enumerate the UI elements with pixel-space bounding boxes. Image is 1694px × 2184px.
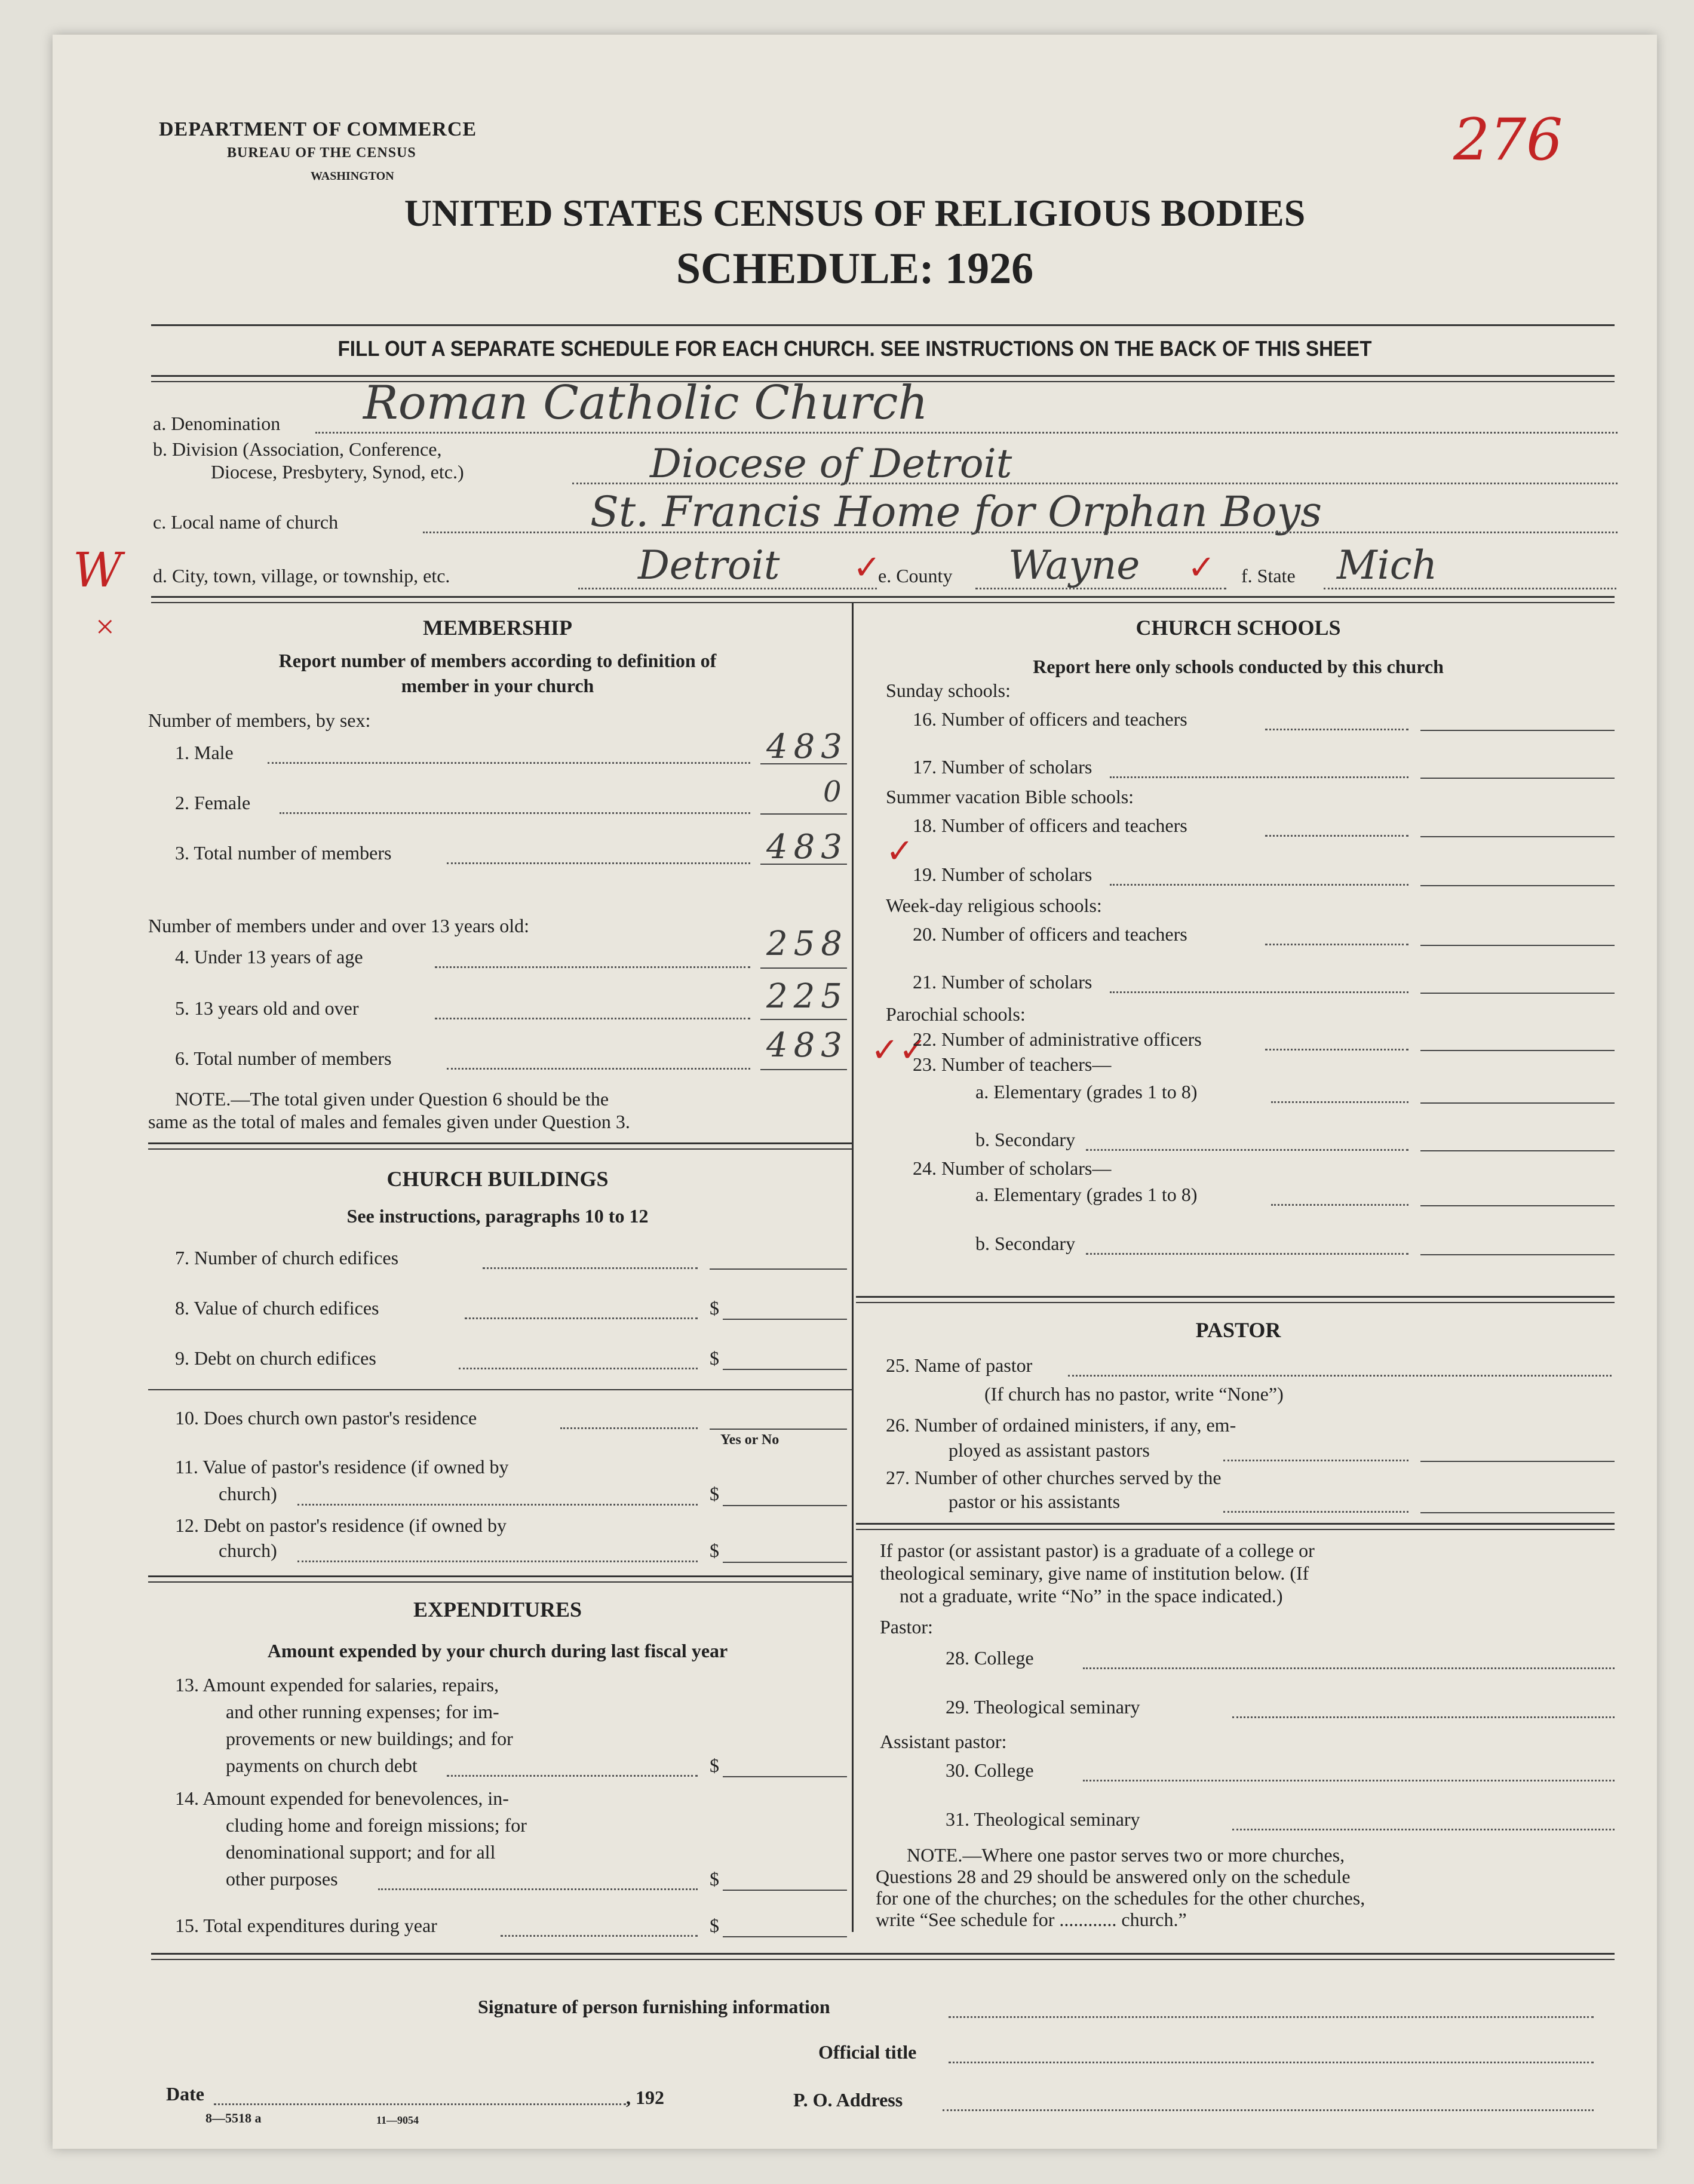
q9-label: 9. Debt on church edifices	[175, 1347, 376, 1369]
q15-label: 15. Total expenditures during year	[175, 1915, 437, 1936]
q12-label-2: church)	[219, 1540, 277, 1561]
q25-label: 25. Name of pastor	[886, 1354, 1033, 1376]
q20-label: 20. Number of officers and teachers	[913, 923, 1187, 945]
margin-mark-w: W	[73, 542, 122, 598]
city-checkmark: ✓	[853, 549, 881, 586]
date-year: , 192	[626, 2087, 664, 2108]
division-label-1: b. Division (Association, Conference,	[153, 438, 442, 460]
q10-label: 10. Does church own pastor's residence	[175, 1407, 477, 1429]
q11-label-2: church)	[219, 1483, 277, 1504]
membership-note-2: same as the total of males and females given under Question 3.	[148, 1111, 630, 1132]
q6-value[interactable]: 483	[766, 1026, 848, 1065]
division-value[interactable]: Diocese of Detroit	[650, 441, 1012, 487]
denomination-value[interactable]: Roman Catholic Church	[363, 376, 928, 430]
q19-label: 19. Number of scholars	[913, 864, 1092, 885]
members-by-age-label: Number of members under and over 13 years old:	[148, 915, 530, 936]
q12-dollar: $	[710, 1540, 719, 1561]
membership-note-1: NOTE.—The total given under Question 6 should be the	[175, 1088, 609, 1110]
washington-line: WASHINGTON	[311, 170, 394, 183]
q8-label: 8. Value of church edifices	[175, 1297, 379, 1319]
q29-label: 29. Theological seminary	[946, 1696, 1140, 1718]
membership-sub-1: Report number of members according to definition of	[278, 650, 717, 671]
q22-label: 22. Number of administrative officers	[913, 1028, 1202, 1050]
q11-dollar: $	[710, 1483, 719, 1504]
membership-heading: MEMBERSHIP	[422, 616, 572, 640]
yes-no-hint: Yes or No	[720, 1432, 780, 1448]
q9-dollar: $	[710, 1347, 719, 1369]
census-schedule-sheet	[53, 35, 1657, 2149]
form-number: 8—5518 a	[205, 2111, 262, 2125]
parochial-label: Parochial schools:	[886, 1003, 1026, 1025]
q23-label: 23. Number of teachers—	[913, 1053, 1112, 1075]
q5-value[interactable]: 225	[766, 977, 848, 1016]
q4-value[interactable]: 258	[766, 924, 848, 963]
county-checkmark: ✓	[1187, 549, 1216, 586]
po-address-label: P. O. Address	[793, 2089, 903, 2111]
q3-value[interactable]: 483	[766, 828, 848, 867]
q13-label-2: and other running expenses; for im-	[226, 1701, 499, 1722]
schedule-title: SCHEDULE: 1926	[676, 244, 1034, 293]
pastor-note-4: write “See schedule for ............ church.”	[876, 1909, 1187, 1930]
q24b-label: b. Secondary	[975, 1233, 1076, 1254]
q7-label: 7. Number of church edifices	[175, 1247, 399, 1268]
q18-label: 18. Number of officers and teachers	[913, 815, 1187, 836]
weekday-label: Week-day religious schools:	[886, 895, 1102, 916]
assistant-label: Assistant pastor:	[880, 1731, 1007, 1752]
schools-heading: CHURCH SCHOOLS	[1136, 616, 1341, 640]
q11-label-1: 11. Value of pastor's residence (if owned by	[175, 1456, 509, 1477]
q14-label-1: 14. Amount expended for benevolences, in-	[175, 1787, 509, 1809]
q24a-label: a. Elementary (grades 1 to 8)	[975, 1184, 1198, 1205]
county-value[interactable]: Wayne	[1008, 542, 1140, 588]
bureau-line: BUREAU OF THE CENSUS	[227, 145, 416, 161]
schools-sub: Report here only schools conducted by this church	[1033, 656, 1444, 677]
official-title-label: Official title	[818, 2041, 917, 2063]
q25-note: (If church has no pastor, write “None”)	[984, 1383, 1284, 1405]
q3-label: 3. Total number of members	[175, 842, 392, 864]
graduate-instr-1: If pastor (or assistant pastor) is a graduate of a college or	[880, 1540, 1315, 1561]
q5-label: 5. 13 years old and over	[175, 997, 359, 1019]
q13-label-4: payments on church debt	[226, 1755, 418, 1776]
q2-label: 2. Female	[175, 792, 251, 813]
q1-label: 1. Male	[175, 742, 234, 763]
q21-label: 21. Number of scholars	[913, 971, 1092, 993]
q14-label-3: denominational support; and for all	[226, 1841, 496, 1863]
q3-checkmark: ✓	[886, 833, 914, 870]
pastor-label: Pastor:	[880, 1616, 933, 1638]
q27-label-1: 27. Number of other churches served by the	[886, 1467, 1222, 1488]
buildings-heading: CHURCH BUILDINGS	[386, 1167, 609, 1191]
pastor-note-2: Questions 28 and 29 should be answered only on the schedule	[876, 1866, 1351, 1887]
q13-label-3: provements or new buildings; and for	[226, 1728, 513, 1749]
membership-sub-2: member in your church	[401, 675, 594, 696]
q26-label-1: 26. Number of ordained ministers, if any, em-	[886, 1414, 1236, 1436]
q14-label-2: cluding home and foreign missions; for	[226, 1814, 527, 1836]
expenditures-sub: Amount expended by your church during last fiscal year	[267, 1640, 728, 1661]
instruction-banner: FILL OUT A SEPARATE SCHEDULE FOR EACH CHURCH. SEE INSTRUCTIONS ON THE BACK OF THIS SHEET	[337, 336, 1372, 361]
q15-dollar: $	[710, 1915, 719, 1936]
pastor-heading: PASTOR	[1195, 1318, 1281, 1342]
q28-label: 28. College	[946, 1647, 1034, 1669]
q2-value[interactable]: 0	[823, 775, 842, 809]
state-label: f. State	[1241, 565, 1296, 586]
signature-label: Signature of person furnishing information	[478, 1996, 830, 2017]
summer-label: Summer vacation Bible schools:	[886, 786, 1134, 807]
state-value[interactable]: Mich	[1337, 542, 1438, 588]
q14-label-4: other purposes	[226, 1868, 338, 1890]
q1-value[interactable]: 483	[766, 727, 848, 766]
q27-label-2: pastor or his assistants	[949, 1491, 1121, 1512]
q12-label-1: 12. Debt on pastor's residence (if owned by	[175, 1515, 507, 1536]
q14-dollar: $	[710, 1868, 719, 1890]
q24-label: 24. Number of scholars—	[913, 1157, 1112, 1179]
q8-dollar: $	[710, 1297, 719, 1319]
q13-label-1: 13. Amount expended for salaries, repairs,	[175, 1674, 499, 1695]
q16-label: 16. Number of officers and teachers	[913, 708, 1187, 730]
local-name-value[interactable]: St. Francis Home for Orphan Boys	[590, 487, 1322, 536]
q4-label: 4. Under 13 years of age	[175, 946, 363, 967]
pastor-note-3: for one of the churches; on the schedules for the other churches,	[876, 1887, 1365, 1909]
q17-label: 17. Number of scholars	[913, 756, 1092, 778]
q13-dollar: $	[710, 1755, 719, 1776]
city-value[interactable]: Detroit	[638, 542, 780, 588]
date-label: Date	[166, 2083, 204, 2105]
city-label: d. City, town, village, or township, etc.	[153, 565, 450, 586]
margin-mark-x: ×	[96, 609, 115, 646]
expenditures-heading: EXPENDITURES	[413, 1598, 582, 1621]
graduate-instr-3: not a graduate, write “No” in the space indicated.)	[900, 1585, 1283, 1606]
sunday-label: Sunday schools:	[886, 680, 1011, 701]
print-code: 11—9054	[376, 2114, 419, 2126]
q6-checkmark: ✓✓	[871, 1032, 927, 1069]
members-by-sex-label: Number of members, by sex:	[148, 709, 371, 731]
department-line: DEPARTMENT OF COMMERCE	[159, 118, 477, 140]
graduate-instr-2: theological seminary, give name of institution below. (If	[880, 1562, 1309, 1584]
q6-label: 6. Total number of members	[175, 1048, 392, 1069]
q30-label: 30. College	[946, 1759, 1034, 1781]
q31-label: 31. Theological seminary	[946, 1808, 1140, 1830]
county-label: e. County	[878, 565, 953, 586]
denomination-label: a. Denomination	[153, 413, 281, 434]
q23b-label: b. Secondary	[975, 1129, 1076, 1150]
buildings-sub: See instructions, paragraphs 10 to 12	[346, 1205, 649, 1227]
division-label-2: Diocese, Presbytery, Synod, etc.)	[211, 461, 464, 483]
q26-label-2: ployed as assistant pastors	[949, 1439, 1150, 1461]
pastor-note-1: NOTE.—Where one pastor serves two or more churches,	[907, 1844, 1345, 1866]
page-number: 276	[1453, 106, 1563, 173]
q23a-label: a. Elementary (grades 1 to 8)	[975, 1081, 1198, 1102]
form-title: UNITED STATES CENSUS OF RELIGIOUS BODIES	[404, 192, 1306, 234]
local-name-label: c. Local name of church	[153, 511, 339, 533]
